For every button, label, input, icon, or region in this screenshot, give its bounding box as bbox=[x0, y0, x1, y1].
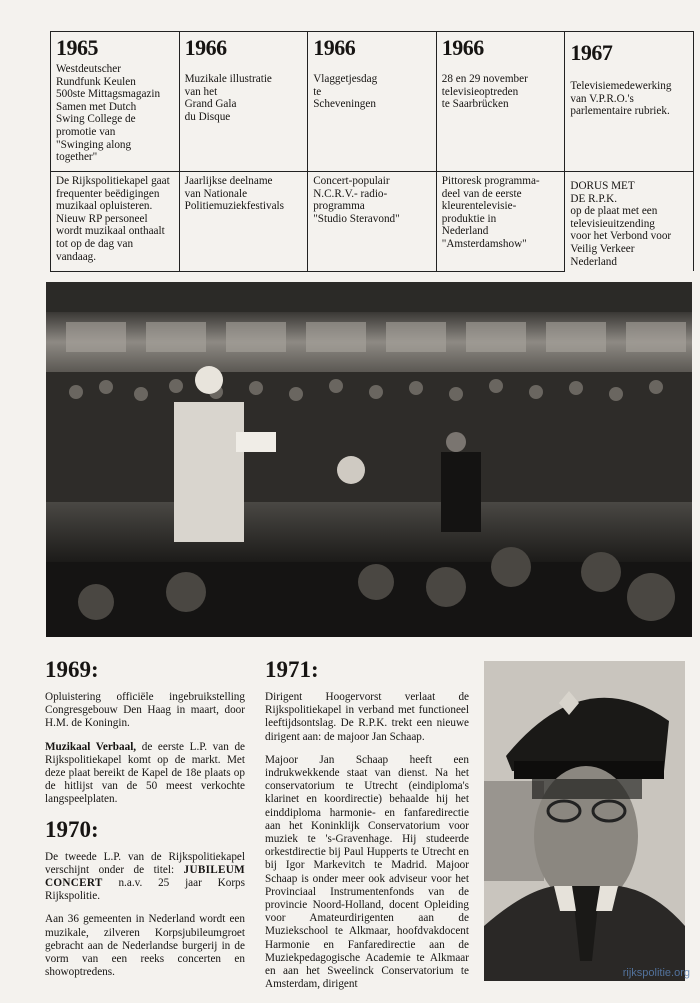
timeline-detail: Jaarlijkse deelname van Nationale Politiemuziekfestivals bbox=[179, 172, 308, 272]
concert-photo bbox=[46, 282, 692, 637]
timeline-year: 1966 bbox=[184, 35, 227, 60]
timeline-event: Muzikale illustratie van het Grand Gala du Disque bbox=[184, 73, 272, 123]
timeline-cell bbox=[436, 32, 565, 172]
timeline-detail: De Rijkspolitiekapel gaat frequenter beëdigingen muzikaal opluisteren. Nieuw RP personeel wordt muzikaal onthaalt tot op de dag van vandaag. bbox=[51, 172, 180, 272]
timeline-detail: Concert-populair N.C.R.V.- radio- programma "Studio Steravond" bbox=[308, 172, 437, 272]
paragraph: Opluistering officiële ingebruikstelling Congresgebouw Den Haag in maart, door H.M. de Koningin. bbox=[45, 691, 245, 730]
year-heading: 1971: bbox=[265, 657, 319, 682]
paragraph bbox=[45, 851, 245, 904]
paragraph-text: n.a.v. 25 jaar Korps Rijkspolitie. bbox=[45, 877, 245, 903]
year-heading: 1969: bbox=[45, 657, 99, 682]
paragraph-text: De tweede L.P. van de Rijkspolitiekapel verschijnt onder de titel: bbox=[45, 850, 245, 876]
paragraph: Aan 36 gemeenten in Nederland wordt een muzikale, zilveren Korpsjubileumgroet gebracht aan de Nederlandse burgerij in de vorm van een reeks concerten en showoptredens. bbox=[45, 913, 245, 979]
timeline-year: 1966 bbox=[313, 35, 356, 60]
timeline-cell bbox=[51, 32, 180, 172]
timeline-table bbox=[50, 31, 694, 272]
timeline-year: 1967 bbox=[570, 40, 613, 65]
paragraph-text: de eerste L.P. van de Rijkspolitiekapel komt op de markt. Met deze plaat bereikt de Kapel de 18e plaats op de hitlijst van de 50 meest verkochte langspeelplaten. bbox=[45, 740, 246, 806]
portrait-photo bbox=[484, 661, 685, 981]
paragraph: Dirigent Hoogervorst verlaat de Rijkspolitiekapel in verband met functioneel leeftijdsontslag. De R.P.K. trekt een nieuwe dirigent aan: de majoor Jan Schaap. bbox=[265, 691, 469, 743]
lp-title: Muzikaal Verbaal, bbox=[45, 740, 137, 753]
timeline-event: Vlaggetjesdag te Scheveningen bbox=[313, 73, 378, 111]
year-heading: 1970: bbox=[45, 816, 99, 842]
paragraph: Majoor Jan Schaap heeft een indrukwekkende staat van dienst. Na het conservatorium te Utrecht (eindiploma's klarinet en koordirectie) behaalde hij het einddiploma harmonie- en fanfaredirectie aan het Koninklijk Conservatorium voor muziek te 's-Gravenhage. Hij studeerde orkestdirectie bij Paul Hupperts te Utrecht en bij Igor Markevitch te Madrid. Majoor Schaap is onder meer ook adviseur voor het Provinciaal Instrumentenfonds van de provincie Noord-Holland, docent Opleiding voor Amateurdirigenten aan de Muziekschool te Alkmaar, hoofdvakdocent Harmonie en Fanfaredirectie aan de Muziekpedagogische Academie te Alkmaar en aan het Sweelinck Conservatorium te Amsterdam, dirigent bbox=[265, 753, 469, 991]
middle-column bbox=[265, 657, 469, 1001]
timeline-event: Westdeutscher Rundfunk Keulen 500ste Mittagsmagazin Samen met Dutch Swing College de promotie van "Swinging along together" bbox=[56, 63, 161, 164]
timeline-year: 1966 bbox=[441, 35, 484, 60]
timeline-event: Televisiemedewerking van V.P.R.O.'s parlementaire rubriek. bbox=[570, 80, 672, 118]
lp-title: JUBILEUM CONCERT bbox=[45, 863, 245, 890]
timeline-detail: DORUS MET DE R.P.K. op de plaat met een televisieuitzending voor het Verbond voor Veilig Verkeer Nederland bbox=[565, 172, 694, 272]
timeline-cell bbox=[565, 32, 694, 172]
paragraph bbox=[45, 741, 245, 807]
timeline-detail: Pittoresk programma- deel van de eerste kleurentelevisie- produktie in Nederland "Amsterdamshow" bbox=[436, 172, 565, 272]
watermark: rijkspolitie.org bbox=[622, 967, 690, 979]
timeline-event: 28 en 29 november televisieoptreden te Saarbrücken bbox=[441, 73, 528, 111]
timeline-year: 1965 bbox=[56, 35, 98, 60]
left-column bbox=[45, 657, 245, 989]
timeline-cell bbox=[308, 32, 437, 172]
timeline-cell bbox=[179, 32, 308, 172]
